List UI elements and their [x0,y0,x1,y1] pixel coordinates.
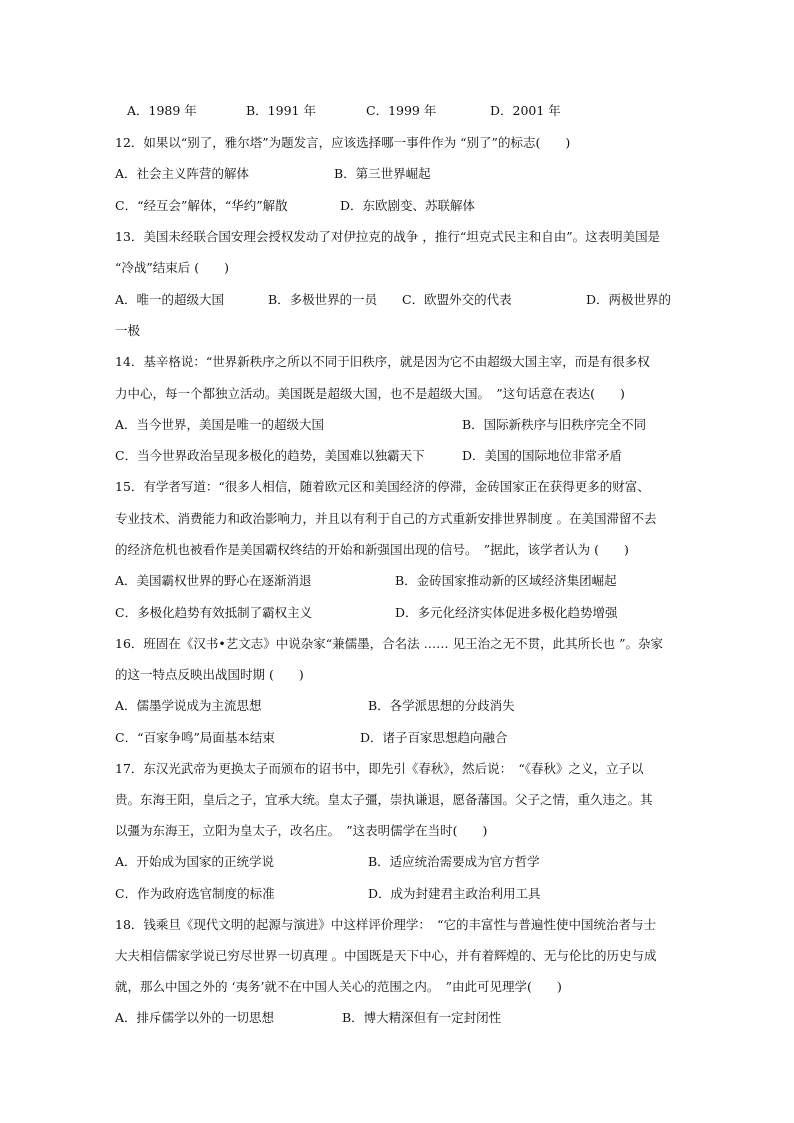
question-18-stem-line1: 18．钱乘旦《现代文明的起源与演进》中这样评价理学： “它的丰富性与普遍性使中国统治者与士 [115,917,657,932]
question-18-stem-line2: 大夫相信儒家学说已穷尽世界一切真理 。中国既是天下中心，并有着辉煌的、无与伦比的历史与成 [115,948,657,963]
q18-option-b: B．博大精深但有一定封闭性 [342,1010,502,1025]
question-17-stem-line1: 17．东汉光武帝为更换太子而颁布的诏书中，即先引《春秋》，然后说： “《春秋》之义，立子以 [115,761,644,776]
q15-option-c: C．多极化趋势有效抵制了霸权主义 [115,605,313,620]
q14-option-d: D．美国的国际地位非常矛盾 [462,448,623,463]
q18-option-a: A．排斥儒学以外的一切思想 [115,1010,275,1025]
question-14-stem-line2: 力中心，每一个都独立活动。美国既是超级大国，也不是超级大国。 ”这句话意在表达( ) [115,386,625,401]
q12-option-a: A．社会主义阵营的解体 [115,166,250,181]
q16-option-b: B．各学派思想的分歧消失 [368,698,515,713]
q17-option-c: C．作为政府选官制度的标准 [115,886,275,901]
question-17-stem-line3: 以彊为东海王，立阳为皇太子，改名庄。 ”这表明儒学在当时( ) [115,823,488,838]
option-a: A．1989 年 [127,103,197,118]
q14-option-b: B．国际新秩序与旧秩序完全不同 [462,417,647,432]
question-18-stem-line3: 就，那么中国之外的 ‘夷务’就不在中国人关心的范围之内。 ”由此可见理学( ) [115,979,562,994]
q15-option-d: D．多元化经济实体促进多极化趋势增强 [395,605,618,620]
question-15-stem-line3: 的经济危机也被看作是美国霸权终结的开始和新强国出现的信号。 ”据此，该学者认为 ( ) [115,542,629,557]
question-15-stem-line2: 专业技术、消费能力和政治影响力，并且以有利于自己的方式重新安排世界制度 。在美国滞留不去 [115,511,657,526]
q16-option-d: D．诸子百家思想趋向融合 [360,730,508,745]
q12-option-b: B．第三世界崛起 [334,166,431,181]
question-17-stem-line2: 贵。东海王阳，皇后之子，宜承大统。皇太子彊，崇执谦退，愿备藩国。父子之情，重久违之。其 [115,792,653,807]
q15-option-a: A．美国霸权世界的野心在逐渐消退 [115,573,312,588]
question-16-stem-line1: 16．班固在《汉书•艺文志》中说杂家“兼儒墨，合名法 …… 见王治之无不贯，此其所长也 ”。杂家 [115,636,663,651]
q17-option-d: D．成为封建君主政治利用工具 [368,886,541,901]
q15-option-b: B．金砖国家推动新的区域经济集团崛起 [395,573,617,588]
q13-option-d: D．两极世界的 [586,292,672,307]
q13-option-b: B．多极世界的一员 [268,292,378,307]
question-14-stem-line1: 14．基辛格说：“世界新秩序之所以不同于旧秩序，就是因为它不由超级大国主宰，而是有很多权 [115,354,650,369]
q16-option-c: C．“百家争鸣”局面基本结束 [115,730,275,745]
q13-option-d-continued: 一极 [115,323,141,338]
question-16-stem-line2: 的这一特点反映出战国时期 ( ) [115,667,304,682]
question-13-stem-line2: “冷战”结束后 ( ) [115,260,230,275]
option-b: B．1991 年 [246,103,316,118]
q17-option-a: A．开始成为国家的正统学说 [115,854,275,869]
question-13-stem-line1: 13．美国未经联合国安理会授权发动了对伊拉克的战争 ，推行“坦克式民主和自由”。这表明美国是 [115,229,661,244]
question-12-stem: 12．如果以“别了，雅尔塔”为题发言，应该选择哪一事件作为 “别了”的标志( ) [115,135,571,150]
q12-option-d: D．东欧剧变、苏联解体 [340,198,476,213]
q16-option-a: A．儒墨学说成为主流思想 [115,698,262,713]
q12-option-c: C．“经互会”解体，“华约”解散 [115,198,288,213]
q13-option-a: A．唯一的超级大国 [115,292,225,307]
q13-option-c: C．欧盟外交的代表 [402,292,512,307]
option-c: C．1999 年 [366,103,437,118]
q14-option-c: C．当今世界政治呈现多极化的趋势，美国难以独霸天下 [115,448,425,463]
q14-option-a: A．当今世界，美国是唯一的超级大国 [115,417,325,432]
q17-option-b: B．适应统治需要成为官方哲学 [368,854,540,869]
option-d: D．2001 年 [490,103,561,118]
question-15-stem-line1: 15．有学者写道：“很多人相信，随着欧元区和美国经济的停滞，金砖国家正在获得更多的财富、 [115,479,650,494]
